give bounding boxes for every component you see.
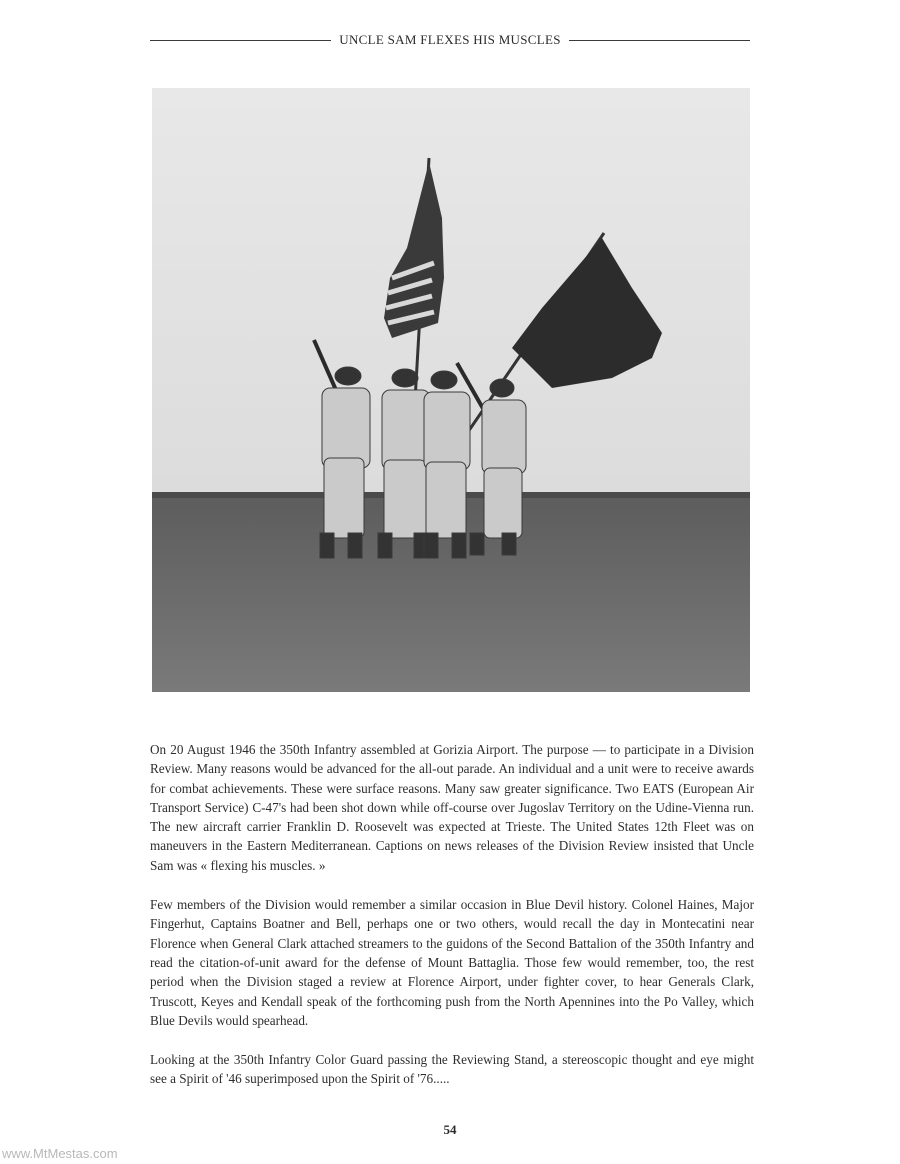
paragraph-3: Looking at the 350th Infantry Color Guard passing the Reviewing Stand, a stereoscopic thought and eye might see a Spirit of '46 superimposed upon the Spirit of '76..... <box>150 1052 754 1087</box>
photo-illustration <box>152 88 750 692</box>
watermark: www.MtMestas.com <box>2 1146 118 1161</box>
running-head <box>150 32 750 48</box>
page-number: 54 <box>443 1122 457 1137</box>
article-body <box>150 740 754 1109</box>
running-title: UNCLE SAM FLEXES HIS MUSCLES <box>339 32 561 47</box>
header-rule-left <box>150 40 331 41</box>
header-rule-right <box>569 40 750 41</box>
color-guard-photo <box>152 88 750 692</box>
paragraph-1: On 20 August 1946 the 350th Infantry assembled at Gorizia Airport. The purpose — to participate in a Division Review. Many reasons would be advanced for the all-out parade. An individual and a unit were to receive awards for combat achievements. These were surface reasons. Many saw greater significance. Two EATS (European Air Transport Service) C-47's had been shot down while off-course over Jugoslav Territory on the Udine-Vienna run. The new aircraft carrier Franklin D. Roosevelt was expected at Trieste. The United States 12th Fleet was on maneuvers in the Eastern Mediterranean. Captions on news releases of the Division Review insisted that Uncle Sam was « flexing his muscles. » <box>150 742 754 873</box>
paragraph-2: Few members of the Division would remember a similar occasion in Blue Devil history. Colonel Haines, Major Fingerhut, Captains Boatner and Bell, perhaps one or two others, would recall the day in Montecatini near Florence when General Clark attached streamers to the guidons of the Second Battalion of the 350th Infantry and read the citation-of-unit award for the defense of Mount Battaglia. Those few would remember, too, the rest period when the Division staged a review at Florence Airport, under fighter cover, to hear Generals Clark, Truscott, Keyes and Kendall speak of the forthcoming push from the North Apennines into the Po Valley, which Blue Devils would spearhead. <box>150 897 754 1028</box>
